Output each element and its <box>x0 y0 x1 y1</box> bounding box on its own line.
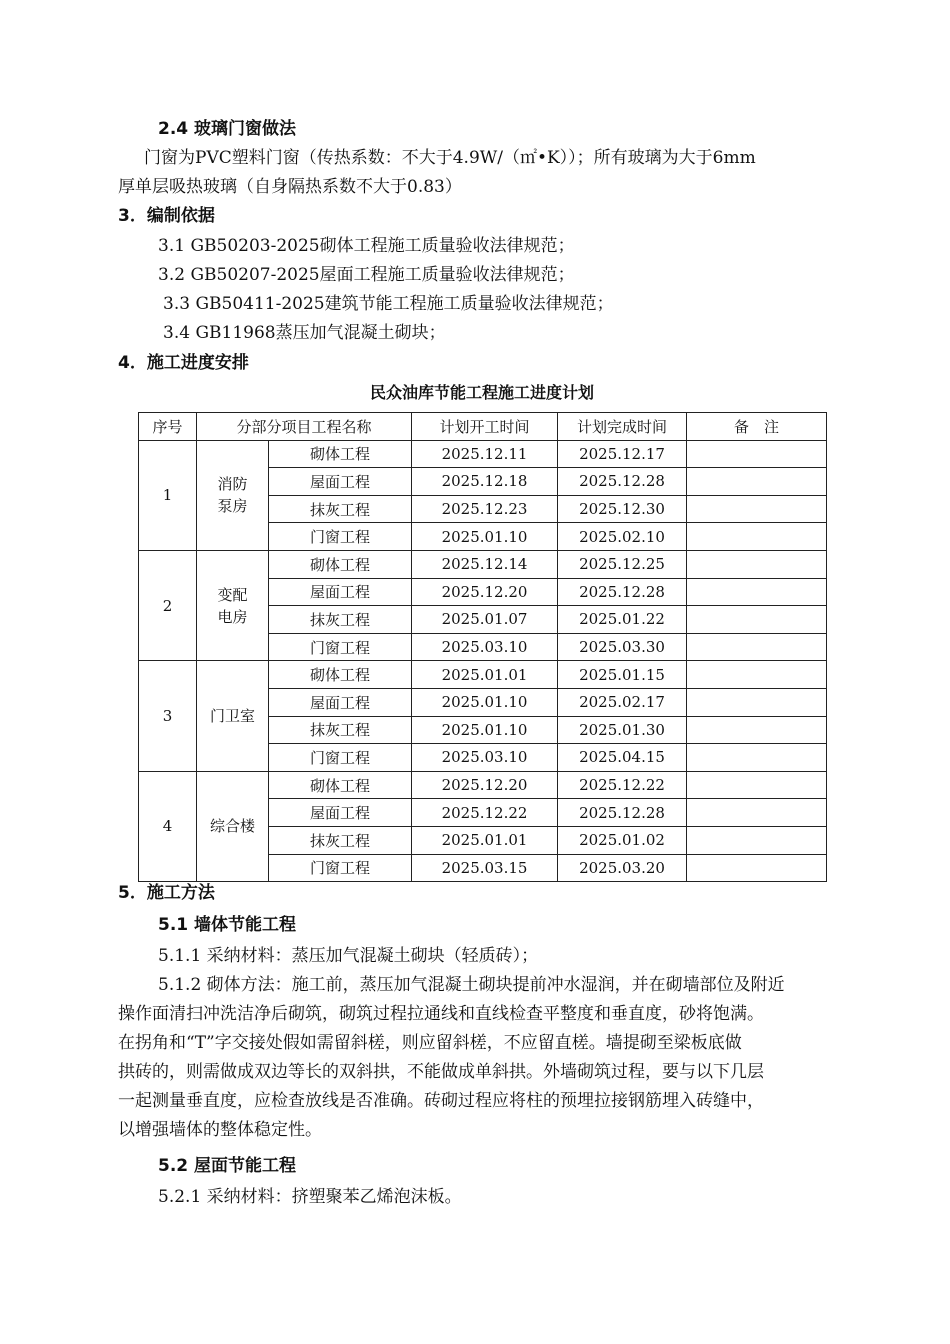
cell-note <box>687 550 827 578</box>
section-2-4-text-line1: 门窗为PVC塑料门窗（传热系数：不大于4.9W/（㎡•K））；所有玻璃为大于6mm <box>144 148 756 168</box>
cell-start-date: 2025.12.14 <box>412 550 558 578</box>
cell-start-date: 2025.01.10 <box>412 716 558 744</box>
cell-note <box>687 771 827 799</box>
section-5-1-heading: 5.1 墙体节能工程 <box>158 915 297 935</box>
cell-item: 屋面工程 <box>269 468 412 496</box>
group-name-line: 消防 <box>217 475 248 494</box>
table-row <box>139 440 827 468</box>
cell-item: 抹灰工程 <box>269 606 412 634</box>
cell-end-date: 2025.02.10 <box>558 523 687 551</box>
section-4-heading: 4．施工进度安排 <box>118 353 249 373</box>
schedule-table-body <box>139 440 827 882</box>
cell-end-date: 2025.01.02 <box>558 826 687 854</box>
table-title: 民众油库节能工程施工进度计划 <box>369 383 594 402</box>
paragraph-5-1-1: 5.1.1 采纳材料：蒸压加气混凝土砌块（轻质砖）； <box>158 946 539 966</box>
paragraph-5-1-2 <box>118 971 858 1145</box>
group-name-line: 门卫室 <box>209 707 255 726</box>
table-header-row <box>139 413 827 441</box>
cell-note <box>687 688 827 716</box>
reference-item: 3.2 GB50207-2025屋面工程施工质量验收法律规范； <box>158 265 575 285</box>
group-name-line: 泵房 <box>217 497 248 516</box>
cell-item: 屋面工程 <box>269 688 412 716</box>
cell-start-date: 2025.03.10 <box>412 744 558 772</box>
reference-item: 3.3 GB50411-2025建筑节能工程施工质量验收法律规范； <box>163 294 614 314</box>
cell-start-date: 2025.03.10 <box>412 633 558 661</box>
reference-item: 3.1 GB50203-2025砌体工程施工质量验收法律规范； <box>158 236 575 256</box>
cell-note <box>687 606 827 634</box>
cell-start-date: 2025.01.01 <box>412 826 558 854</box>
cell-group-no: 3 <box>139 661 197 771</box>
paragraph-line: 操作面清扫冲洗洁净后砌筑，砌筑过程拉通线和直线检查平整度和垂直度，砂将饱满。 <box>118 1004 764 1024</box>
section-3-heading: 3．编制依据 <box>118 206 215 226</box>
cell-note <box>687 440 827 468</box>
paragraph-line: 以增强墙体的整体稳定性。 <box>118 1120 322 1140</box>
cell-item: 抹灰工程 <box>269 716 412 744</box>
col-header-no: 序号 <box>139 413 197 441</box>
cell-start-date: 2025.01.07 <box>412 606 558 634</box>
cell-end-date: 2025.12.30 <box>558 495 687 523</box>
cell-end-date: 2025.12.28 <box>558 468 687 496</box>
cell-group-name <box>197 550 269 660</box>
cell-start-date: 2025.12.18 <box>412 468 558 496</box>
paragraph-5-2-1: 5.2.1 采纳材料：挤塑聚苯乙烯泡沫板。 <box>158 1187 462 1207</box>
group-name-line: 电房 <box>217 607 248 626</box>
cell-start-date: 2025.01.10 <box>412 523 558 551</box>
cell-item: 抹灰工程 <box>269 826 412 854</box>
cell-end-date: 2025.04.15 <box>558 744 687 772</box>
cell-start-date: 2025.12.20 <box>412 578 558 606</box>
cell-end-date: 2025.01.30 <box>558 716 687 744</box>
cell-group-name <box>197 661 269 771</box>
cell-start-date: 2025.12.22 <box>412 799 558 827</box>
cell-start-date: 2025.12.23 <box>412 495 558 523</box>
cell-item: 门窗工程 <box>269 744 412 772</box>
section-5-heading: 5．施工方法 <box>118 883 215 903</box>
cell-start-date: 2025.01.01 <box>412 661 558 689</box>
col-header-item-name: 分部分项目工程名称 <box>197 413 412 441</box>
cell-end-date: 2025.12.28 <box>558 578 687 606</box>
table-row <box>139 661 827 689</box>
cell-end-date: 2025.03.30 <box>558 633 687 661</box>
cell-note <box>687 854 827 882</box>
cell-end-date: 2025.12.22 <box>558 771 687 799</box>
col-header-note: 备 注 <box>687 413 827 441</box>
col-header-end: 计划完成时间 <box>558 413 687 441</box>
cell-item: 砌体工程 <box>269 440 412 468</box>
paragraph-line: 拱砖的，则需做成双边等长的双斜拱，不能做成单斜拱。外墙砌筑过程，要与以下几层 <box>118 1062 764 1082</box>
cell-note <box>687 468 827 496</box>
cell-item: 砌体工程 <box>269 661 412 689</box>
cell-start-date: 2025.12.11 <box>412 440 558 468</box>
cell-end-date: 2025.12.17 <box>558 440 687 468</box>
paragraph-line: 一起测量垂直度，应检查放线是否准确。砖砌过程应将柱的预埋拉接钢筋埋入砖缝中， <box>118 1091 764 1111</box>
table-row <box>139 771 827 799</box>
cell-note <box>687 716 827 744</box>
cell-end-date: 2025.02.17 <box>558 688 687 716</box>
cell-item: 砌体工程 <box>269 550 412 578</box>
cell-note <box>687 744 827 772</box>
cell-end-date: 2025.01.15 <box>558 661 687 689</box>
cell-start-date: 2025.03.15 <box>412 854 558 882</box>
cell-start-date: 2025.01.10 <box>412 688 558 716</box>
cell-group-name <box>197 771 269 881</box>
cell-note <box>687 523 827 551</box>
paragraph-line: 5.1.2 砌体方法：施工前，蒸压加气混凝土砌块提前冲水湿润，并在砌墙部位及附近 <box>158 975 785 995</box>
cell-end-date: 2025.01.22 <box>558 606 687 634</box>
paragraph-line: 在拐角和“T”字交接处假如需留斜槎，则应留斜槎，不应留直槎。墙提砌至梁板底做 <box>118 1033 742 1053</box>
schedule-table <box>138 412 827 882</box>
cell-group-no: 2 <box>139 550 197 660</box>
cell-end-date: 2025.03.20 <box>558 854 687 882</box>
cell-item: 门窗工程 <box>269 854 412 882</box>
cell-group-name <box>197 440 269 550</box>
cell-note <box>687 495 827 523</box>
cell-end-date: 2025.12.28 <box>558 799 687 827</box>
cell-note <box>687 799 827 827</box>
col-header-start: 计划开工时间 <box>412 413 558 441</box>
cell-group-no: 1 <box>139 440 197 550</box>
cell-group-no: 4 <box>139 771 197 881</box>
group-name-line: 变配 <box>217 585 248 604</box>
cell-start-date: 2025.12.20 <box>412 771 558 799</box>
cell-note <box>687 578 827 606</box>
cell-item: 门窗工程 <box>269 633 412 661</box>
section-2-4-text-line2: 厚单层吸热玻璃（自身隔热系数不大于0.83） <box>118 177 462 197</box>
cell-item: 门窗工程 <box>269 523 412 551</box>
cell-note <box>687 826 827 854</box>
cell-note <box>687 661 827 689</box>
group-name-line: 综合楼 <box>209 817 255 836</box>
cell-item: 砌体工程 <box>269 771 412 799</box>
cell-item: 屋面工程 <box>269 578 412 606</box>
section-5-2-heading: 5.2 屋面节能工程 <box>158 1156 297 1176</box>
cell-end-date: 2025.12.25 <box>558 550 687 578</box>
cell-item: 抹灰工程 <box>269 495 412 523</box>
cell-note <box>687 633 827 661</box>
section-2-4-heading: 2.4 玻璃门窗做法 <box>158 119 297 139</box>
reference-item: 3.4 GB11968蒸压加气混凝土砌块； <box>163 323 446 343</box>
cell-item: 屋面工程 <box>269 799 412 827</box>
table-row <box>139 550 827 578</box>
